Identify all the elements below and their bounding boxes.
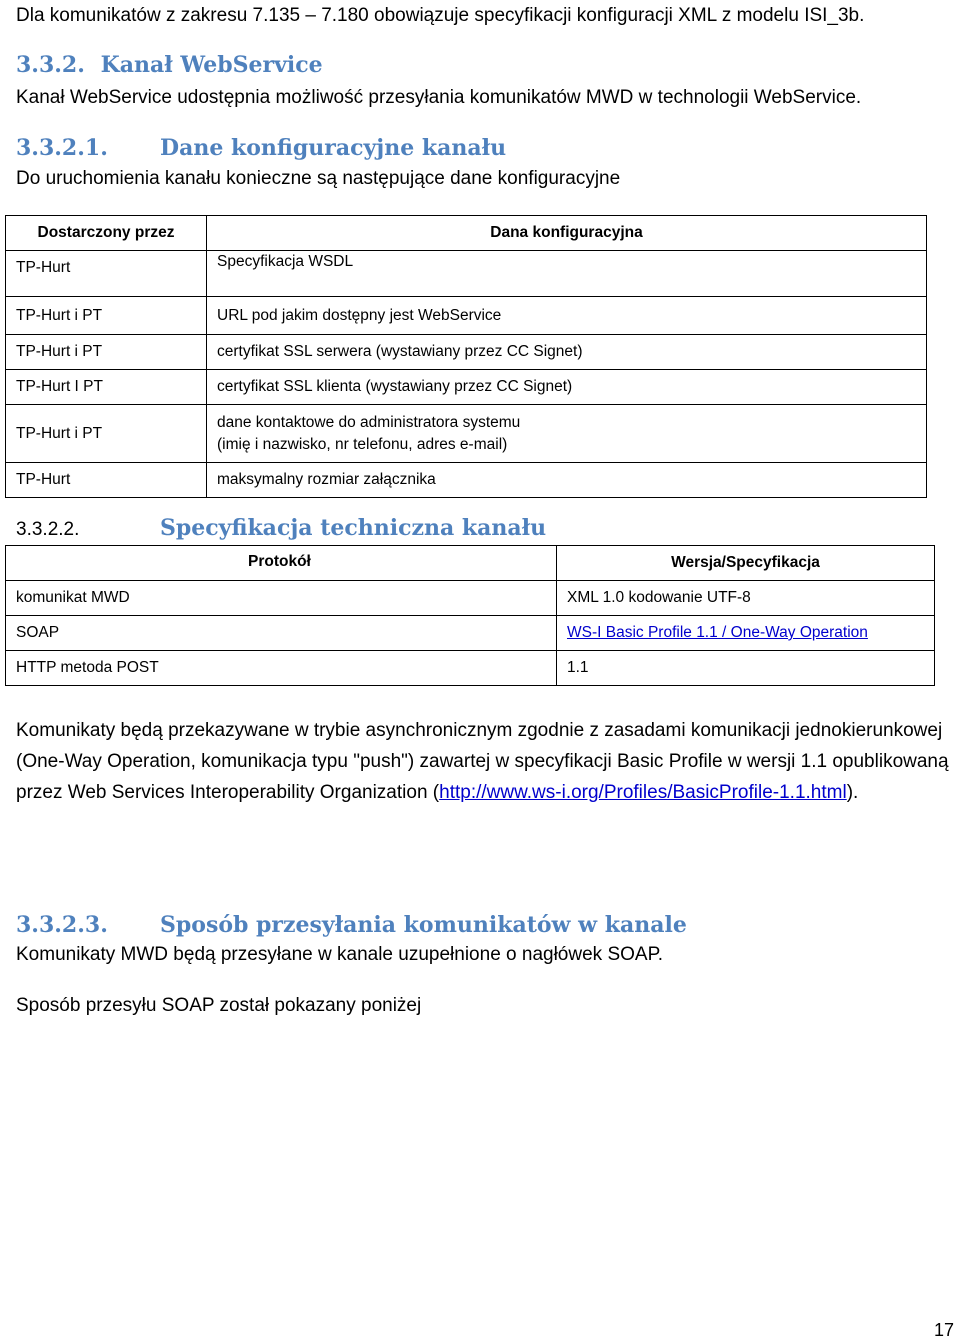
cell-provided-by: TP-Hurt: [6, 251, 207, 297]
cell-protocol: HTTP metoda POST: [6, 651, 557, 686]
col-header-version: Wersja/Specyfikacja: [557, 546, 935, 581]
section-heading-3-3-2: [16, 52, 323, 78]
config-table: [5, 215, 927, 498]
section-text: Do uruchomienia kanału konieczne są następujące dane konfiguracyjne: [16, 168, 621, 189]
cell-config-item: [207, 405, 927, 463]
section-number: 3.3.2.2.: [16, 519, 80, 540]
spec-table: [5, 545, 935, 686]
section-number: 3.3.2.3.: [16, 912, 108, 938]
table-header-row: [6, 546, 935, 581]
section-text: Komunikaty MWD będą przesyłane w kanale uzupełnione o nagłówek SOAP.: [16, 944, 664, 965]
cell-config-item: certyfikat SSL serwera (wystawiany przez CC Signet): [207, 335, 927, 370]
cell-provided-by: TP-Hurt i PT: [6, 335, 207, 370]
async-text-end: ).: [846, 782, 859, 803]
section-number: 3.3.2.: [16, 52, 85, 78]
table-row: [6, 297, 927, 335]
table-row: [6, 581, 935, 616]
section-heading-3-3-2-1: [16, 135, 506, 161]
section-number: 3.3.2.1.: [16, 135, 108, 161]
async-paragraph: [16, 715, 958, 808]
table-row: [6, 463, 927, 498]
cell-protocol: SOAP: [6, 616, 557, 651]
col-header-config-item: Dana konfiguracyjna: [207, 216, 927, 251]
cell-provided-by: TP-Hurt I PT: [6, 370, 207, 405]
cell-protocol: komunikat MWD: [6, 581, 557, 616]
closing-line: Sposób przesyłu SOAP został pokazany poniżej: [16, 995, 422, 1016]
async-text: Komunikaty będą przekazywane w trybie asynchronicznym zgodnie z zasadami komunikacji jednokierunkowej (One-Way Operation, komunikacja typu "push") zawartej w specyfikacji Basic Profile w wersji 1.1 opublikowaną przez Web Services Interoperability Organization (: [16, 720, 949, 803]
cell-version: [557, 616, 935, 651]
cell-provided-by: TP-Hurt i PT: [6, 297, 207, 335]
cell-config-item: Specyfikacja WSDL: [207, 251, 927, 297]
basic-profile-url-link[interactable]: http://www.ws-i.org/Profiles/BasicProfile-1.1.html: [439, 782, 847, 803]
table-row: [6, 616, 935, 651]
section-title: Specyfikacja techniczna kanału: [160, 515, 547, 541]
section-text: Kanał WebService udostępnia możliwość przesyłania komunikatów MWD w technologii WebService.: [16, 87, 862, 108]
config-item-line1: dane kontaktowe do administratora systemu: [217, 413, 521, 431]
table-row: [6, 251, 927, 297]
cell-config-item: URL pod jakim dostępny jest WebService: [207, 297, 927, 335]
cell-config-item: certyfikat SSL klienta (wystawiany przez CC Signet): [207, 370, 927, 405]
ws-i-basic-profile-link[interactable]: WS-I Basic Profile 1.1 / One-Way Operation: [567, 624, 868, 641]
col-header-provided-by: Dostarczony przez: [6, 216, 207, 251]
table-row: [6, 405, 927, 463]
table-header-row: [6, 216, 927, 251]
intro-line: Dla komunikatów z zakresu 7.135 – 7.180 obowiązuje specyfikacji konfiguracji XML z modelu ISI_3b.: [16, 5, 865, 26]
section-heading-3-3-2-2: [16, 515, 546, 541]
section-title: Sposób przesyłania komunikatów w kanale: [160, 912, 687, 938]
cell-provided-by: TP-Hurt i PT: [6, 405, 207, 463]
table-row: [6, 335, 927, 370]
cell-config-item: maksymalny rozmiar załącznika: [207, 463, 927, 498]
section-title: Kanał WebService: [100, 52, 323, 78]
cell-provided-by: TP-Hurt: [6, 463, 207, 498]
table-row: [6, 651, 935, 686]
cell-version: 1.1: [557, 651, 935, 686]
cell-version: XML 1.0 kodowanie UTF-8: [557, 581, 935, 616]
config-item-line2: (imię i nazwisko, nr telefonu, adres e-mail): [217, 435, 508, 453]
section-heading-3-3-2-3: [16, 912, 687, 938]
table-row: [6, 370, 927, 405]
col-header-protocol: Protokół: [6, 546, 557, 581]
section-title: Dane konfiguracyjne kanału: [160, 135, 507, 161]
page-number: 17: [934, 1320, 955, 1340]
